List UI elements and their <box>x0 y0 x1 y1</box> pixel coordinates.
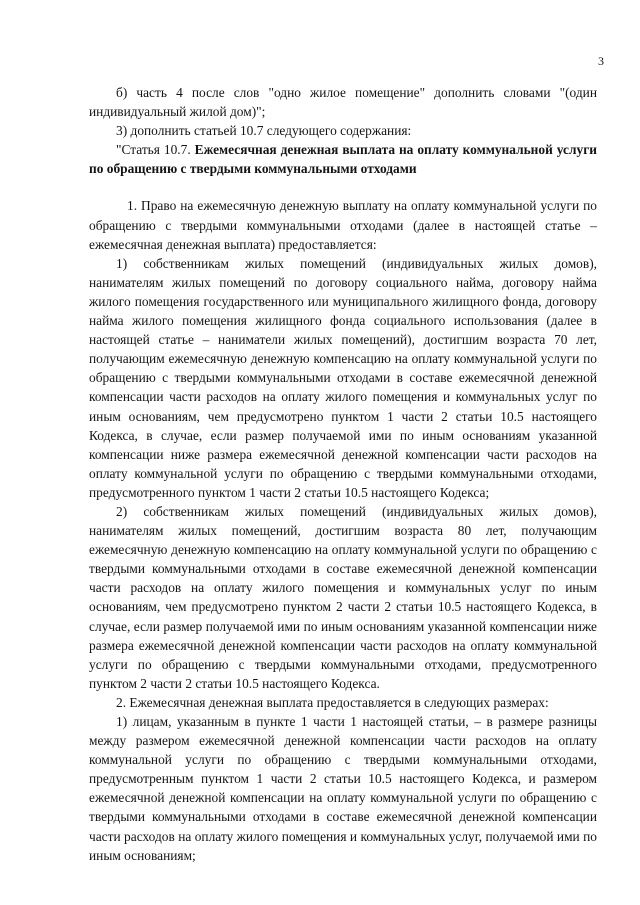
article-heading <box>89 140 597 178</box>
paragraph-3: 3) дополнить статьей 10.7 следующего содержания: <box>116 123 412 139</box>
paragraph-b: б) часть 4 после слов "одно жилое помещение" дополнить словами "(один индивидуальный жилой дом)"; <box>89 85 597 120</box>
article-title: Ежемесячная денежная выплата на оплату коммунальной услуги по обращению с твердыми коммунальными отходами <box>89 142 597 177</box>
article-prefix: "Статья 10.7. <box>116 142 195 158</box>
document-body <box>89 83 597 865</box>
paragraph-1: 1. Право на ежемесячную денежную выплату на оплату коммунальной услуги по обращению с твердыми коммунальными отходами (далее в настоящей статье – ежемесячная денежная выплата) предоставляется: <box>89 198 597 252</box>
paragraph-1-1: 1) собственникам жилых помещений (индивидуальных жилых домов), нанимателям жилых помещений по договору социального найма, договору найма жилого помещения государственного или муниципального жилищного фонда, договору найма жилого помещения жилищного фонда социального использования (далее в настоящей статье – наниматели жилых помещений), достигшим возраста 70 лет, получающим ежемесячную денежную компенсацию на оплату коммунальной услуги по обращению с твердыми коммунальными отходами в составе ежемесячной денежной компенсации части расходов на оплату жилого помещения и коммунальных услуг по иным основаниям, чем предусмотрено пунктом 1 части 2 статьи 10.5 настоящего Кодекса, в случае, если размер получаемой ими по иным основаниям указанной компенсации ниже размера ежемесячной денежной компенсации части расходов на оплату коммунальной услуги по обращению с твердыми коммунальными отходами, предусмотренного пунктом 1 части 2 статьи 10.5 настоящего Кодекса; <box>89 255 597 500</box>
paragraph-1-2: 2) собственникам жилых помещений (индивидуальных жилых домов), нанимателям жилых помещений, достигшим возраста 80 лет, получающим ежемесячную денежную компенсацию на оплату коммунальной услуги по обращению с твердыми коммунальными отходами в составе ежемесячной денежной компенсации части расходов на оплату жилого помещения и коммунальных услуг по иным основаниям, чем предусмотрено пунктом 2 части 2 статьи 10.5 настоящего Кодекса, в случае, если размер получаемой ими по иным основаниям указанной компенсации ниже размера ежемесячной денежной компенсации части расходов на оплату коммунальной услуги по обращению с твердыми коммунальными отходами, предусмотренного пунктом 2 части 2 статьи 10.5 настоящего Кодекса. <box>89 503 597 691</box>
paragraph-2: 2. Ежемесячная денежная выплата предоставляется в следующих размерах: <box>116 694 549 710</box>
page-number: 3 <box>598 54 604 68</box>
paragraph-2-1: 1) лицам, указанным в пункте 1 части 1 настоящей статьи, – в размере разницы между размером ежемесячной денежной компенсации части расходов на оплату коммунальной услуги по обращению с твердыми коммунальными отходами, предусмотренным пунктом 1 части 2 статьи 10.5 настоящего Кодекса, и размером ежемесячной денежной компенсации на оплату коммунальной услуги по обращению с твердыми коммунальными отходами в составе ежемесячной денежной компенсации части расходов на оплату жилого помещения и коммунальных услуг, получаемой ими по иным основаниям; <box>89 714 597 863</box>
